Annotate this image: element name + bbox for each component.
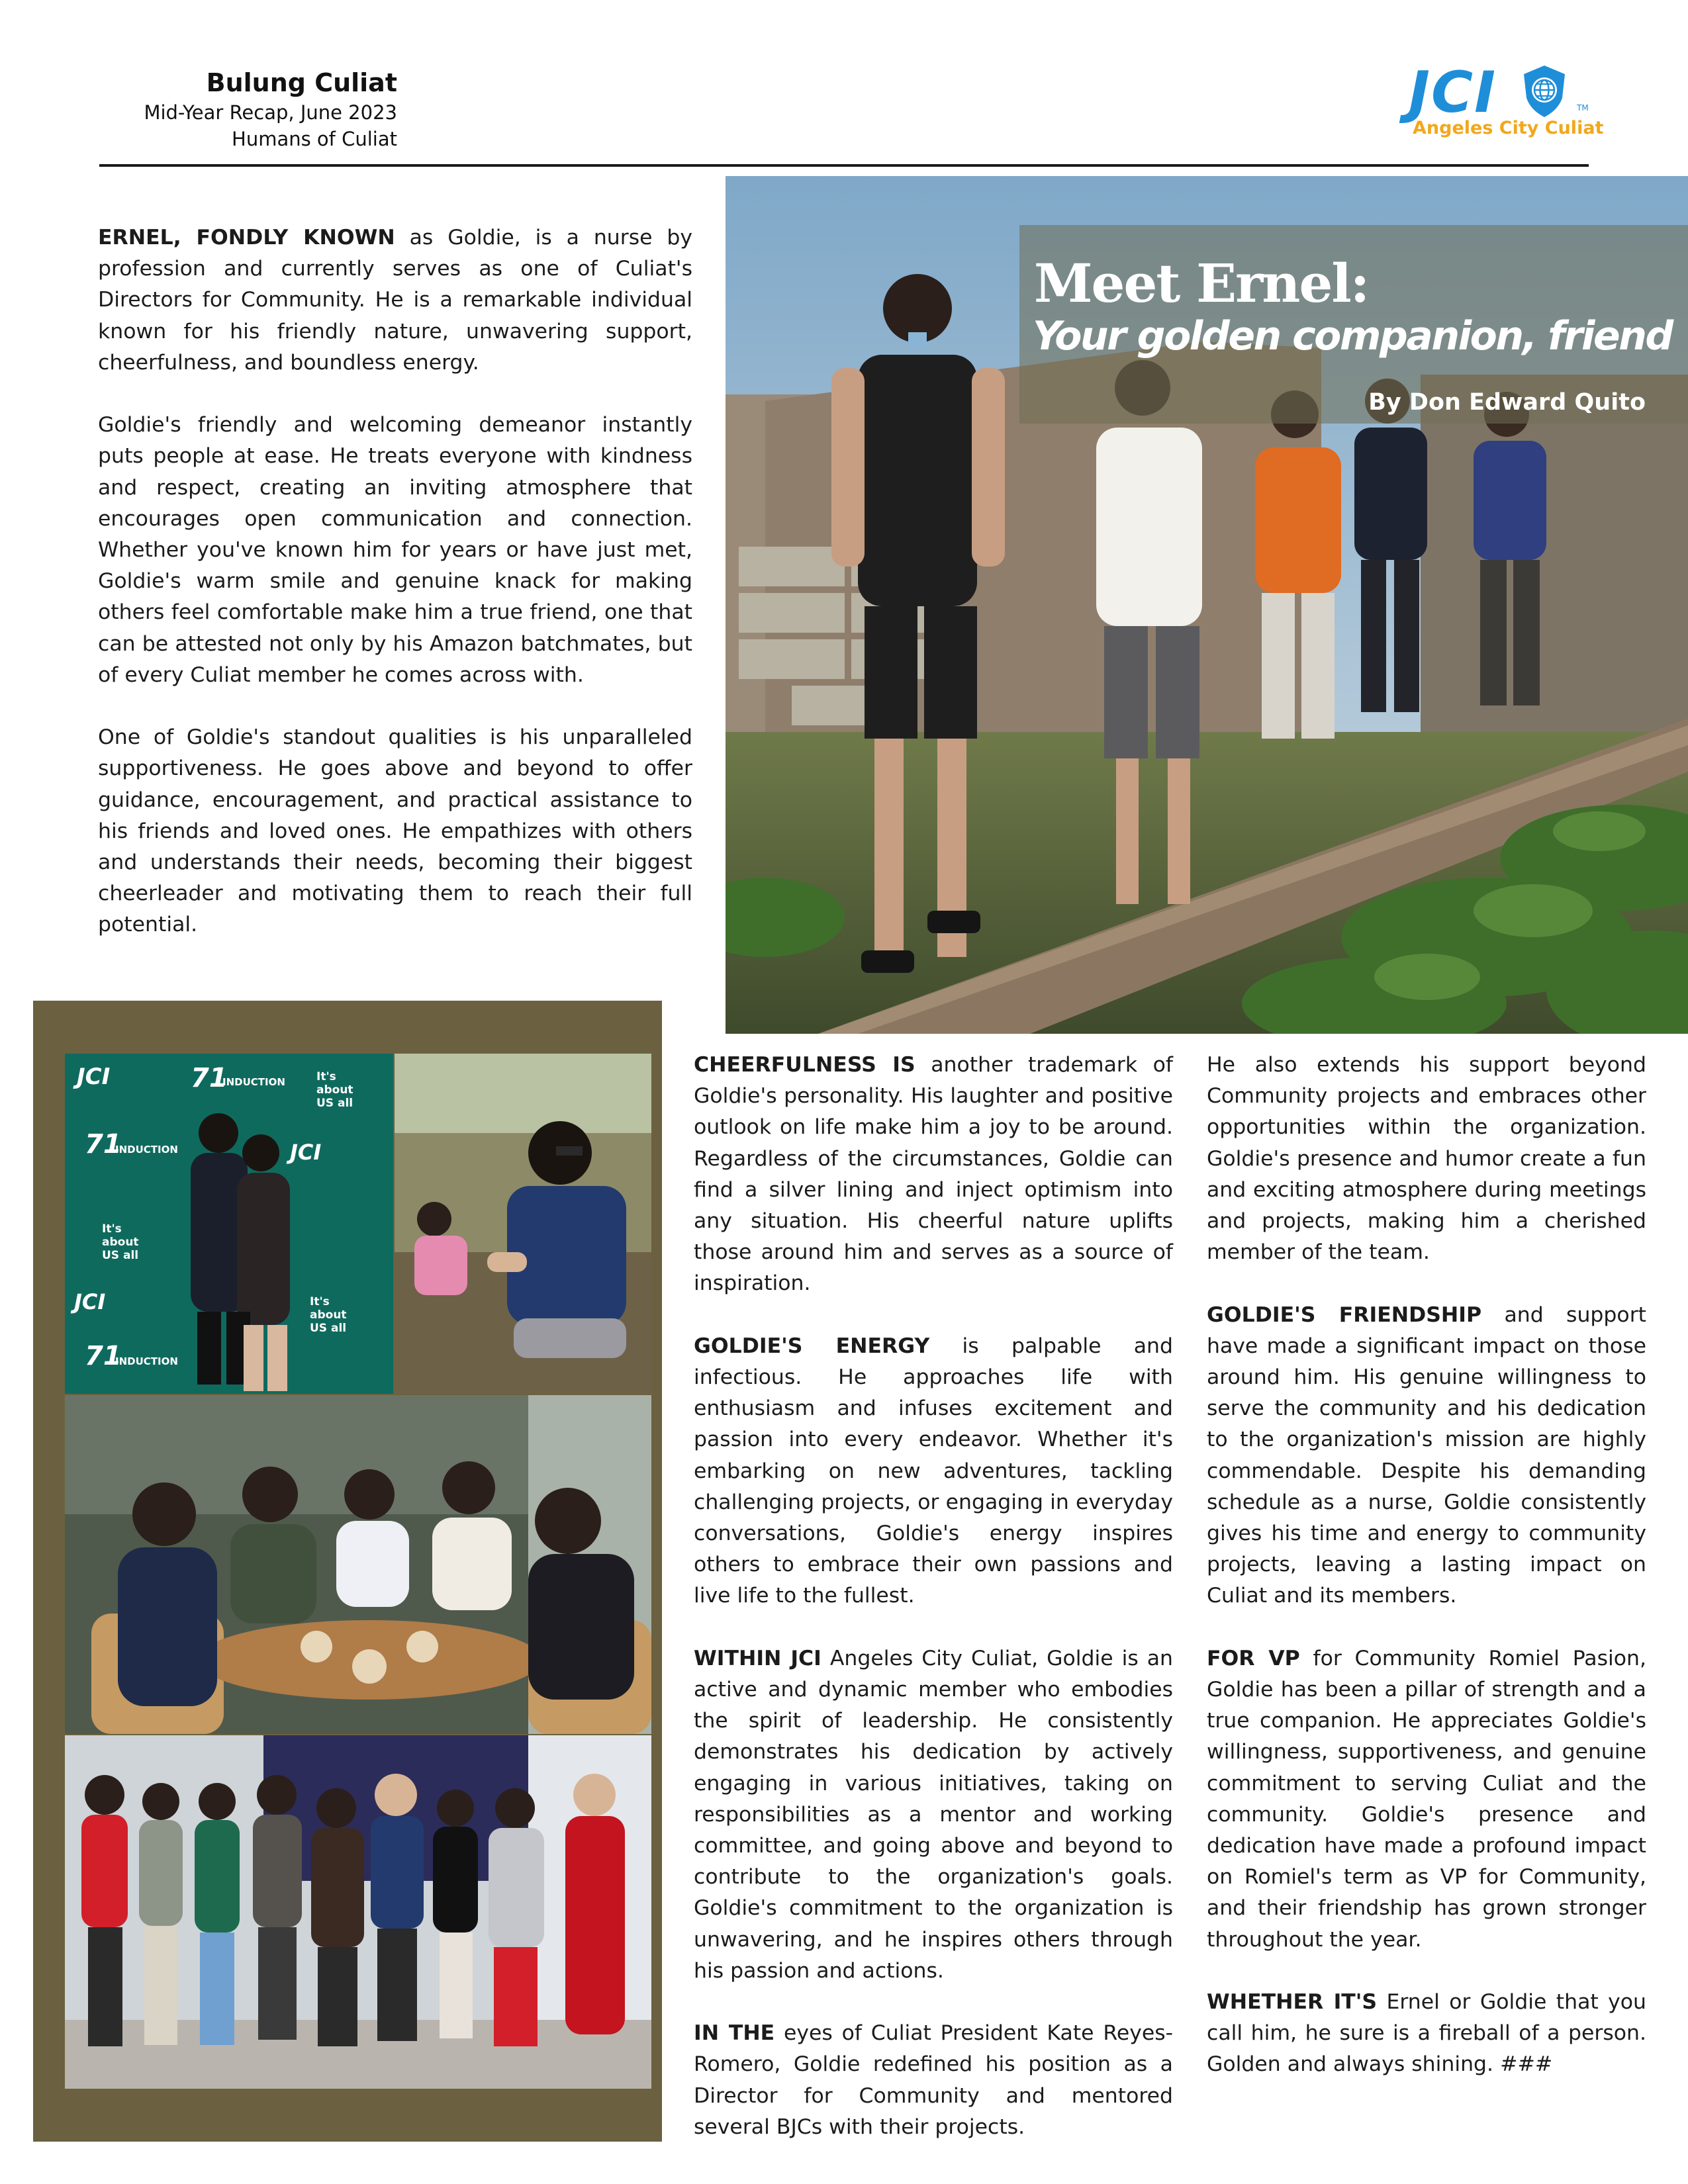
feature-title: Meet Ernel:	[1034, 252, 1369, 314]
paragraph	[98, 410, 692, 691]
backdrop-text: INDUCTION	[222, 1076, 285, 1088]
backdrop-text: It's	[310, 1295, 330, 1308]
feature-subtitle: Your golden companion, friend	[1033, 313, 1672, 359]
trademark-mark: TM	[1577, 103, 1589, 113]
paragraph-lead: WHETHER IT'S	[1207, 1990, 1378, 2015]
logo-wordmark: JCI	[1409, 60, 1497, 126]
byline: By Don Edward Quito	[1368, 389, 1646, 416]
paragraph-text: eyes of Culiat President Kate Reyes-Romero, Goldie redefined his position as a Director for Community and mentored several BJCs with their projects.	[694, 2021, 1173, 2139]
backdrop-text: JCI	[74, 1289, 106, 1314]
paragraph	[98, 722, 692, 940]
backdrop-text: US all	[102, 1249, 139, 1262]
backdrop-text: about	[316, 1083, 353, 1097]
backdrop-text: 71	[191, 1063, 228, 1093]
paragraph-text: Ernel or Goldie that you call him, he sure is a fireball of a person. Golden and always shining. ###	[1207, 1990, 1646, 2077]
masthead	[99, 66, 397, 152]
paragraph-text: and support have made a significant impact on those around him. His genuine willingness to serve the community and his dedication to the organization's mission are highly commendable. Despite his demanding schedule as a nurse, Goldie consistently gives his time and energy to community projects, leaving a lasting impact on Culiat and its members.	[1207, 1302, 1646, 1608]
backdrop-text: INDUCTION	[115, 1355, 178, 1367]
paragraph-text: One of Goldie's standout qualities is his unparalleled supportiveness. He goes above and beyond to offer guidance, encouragement, and practical assistance to his friends and loved ones. He empathizes with others and understands their needs, becoming their biggest cheerleader and motivating them to reach their full potential.	[98, 725, 692, 937]
paragraph-text: as Goldie, is a nurse by profession and currently serves as one of Culiat's Directors for Community. He is a remarkable individual known for his friendly nature, unwavering support, cheerfulness, and boundless energy.	[98, 226, 692, 375]
backdrop-text: It's	[102, 1222, 122, 1236]
publication-name: Bulung Culiat	[206, 68, 397, 97]
paragraph-lead: GOLDIE'S ENERGY	[694, 1334, 930, 1358]
backdrop-text: It's	[316, 1070, 336, 1083]
paragraph	[98, 222, 692, 379]
section-label: Humans of Culiat	[232, 128, 397, 150]
paragraph-lead: FOR VP	[1207, 1646, 1300, 1670]
article-column-left	[98, 222, 692, 972]
photo-induction-night	[65, 1054, 393, 1394]
jci-logo	[1403, 60, 1604, 140]
paragraph	[694, 1050, 1173, 1300]
backdrop-text: about	[310, 1308, 347, 1322]
photo-collage	[33, 1001, 662, 2142]
paragraph	[694, 1643, 1173, 1987]
backdrop-text: JCI	[290, 1140, 322, 1165]
paragraph-lead: GOLDIE'S FRIENDSHIP	[1207, 1302, 1482, 1327]
paragraph	[1207, 1300, 1646, 1612]
backdrop-text: US all	[316, 1097, 353, 1110]
paragraph-lead: IN THE	[694, 2021, 775, 2046]
paragraph-text: is palpable and infectious. He approaches life with enthusiasm and infuses excitement and passion into every endeavor. Whether it's embarking on new adventures, tackling challenging projects, or engaging in everyday conversations, Goldie's energy inspires others to embrace their own passions and live life to the fullest.	[694, 1334, 1173, 1608]
article-column-right	[1207, 1050, 1646, 2112]
paragraph	[1207, 1050, 1646, 1268]
backdrop-text: JCI	[77, 1064, 111, 1090]
paragraph	[694, 1331, 1173, 1612]
header-rule	[99, 164, 1589, 167]
globe-shield-icon	[1521, 64, 1568, 119]
backdrop-text: 71	[85, 1341, 122, 1371]
backdrop-text: 71	[85, 1129, 122, 1160]
paragraph	[1207, 1987, 1646, 2081]
paragraph-text: for Community Romiel Pasion, Goldie has been a pillar of strength and a true companion. He appreciates Goldie's willingness, supportiveness, and genuine commitment to serving Culiat and the community. Goldie's presence and dedication have made a profound impact on Romiel's term as VP for Community, and their friendship has grown stronger throughout the year.	[1207, 1646, 1646, 1952]
paragraph-lead: ERNEL, FONDLY KNOWN	[98, 226, 395, 250]
paragraph-lead: CHEERFULNESS IS	[694, 1053, 915, 1077]
issue-label: Mid-Year Recap, June 2023	[144, 101, 397, 124]
photo-group-dinner	[65, 1395, 651, 1734]
backdrop-text: INDUCTION	[115, 1144, 178, 1156]
paragraph	[694, 2018, 1173, 2143]
backdrop-text: about	[102, 1236, 139, 1249]
backdrop-text: US all	[310, 1322, 347, 1335]
photo-costume-party	[65, 1735, 651, 2089]
paragraph-text: He also extends his support beyond Community projects and embraces other opportunities within the organization. Goldie's presence and humor create a fun and exciting atmosphere during meetings and projects, making him a cherished member of the team.	[1207, 1053, 1646, 1265]
logo-chapter: Angeles City Culiat	[1413, 118, 1604, 138]
paragraph-lead: WITHIN JCI	[694, 1646, 821, 1670]
paragraph-text: Angeles City Culiat, Goldie is an active and dynamic member who embodies the spirit of leadership. He consistently demonstrates his dedication by actively engaging in various initiatives, taking on responsibilities as a mentor and working committee, and going above and beyond to contribute to the organization's goals. Goldie's commitment to the organization is unwavering, and he inspires others through his passion and actions.	[694, 1646, 1173, 1983]
article-column-middle	[694, 1050, 1173, 2174]
photo-tree-planting	[395, 1054, 651, 1394]
paragraph	[1207, 1643, 1646, 1956]
paragraph-text: Goldie's friendly and welcoming demeanor instantly puts people at ease. He treats everyone with kindness and respect, creating an inviting atmosphere that encourages open communication and connection. Whether you've known him for years or have just met, Goldie's warm smile and genuine knack for making others feel comfortable make him a true friend, one that can be attested not only by his Amazon batchmates, but of every Culiat member he comes across with.	[98, 413, 692, 687]
paragraph-text: another trademark of Goldie's personality. His laughter and positive outlook on life make him a joy to be around. Regardless of the circumstances, Goldie can find a silver lining and inject optimism into any situation. His cheerful nature uplifts those around him and serves as a source of inspiration.	[694, 1053, 1174, 1296]
